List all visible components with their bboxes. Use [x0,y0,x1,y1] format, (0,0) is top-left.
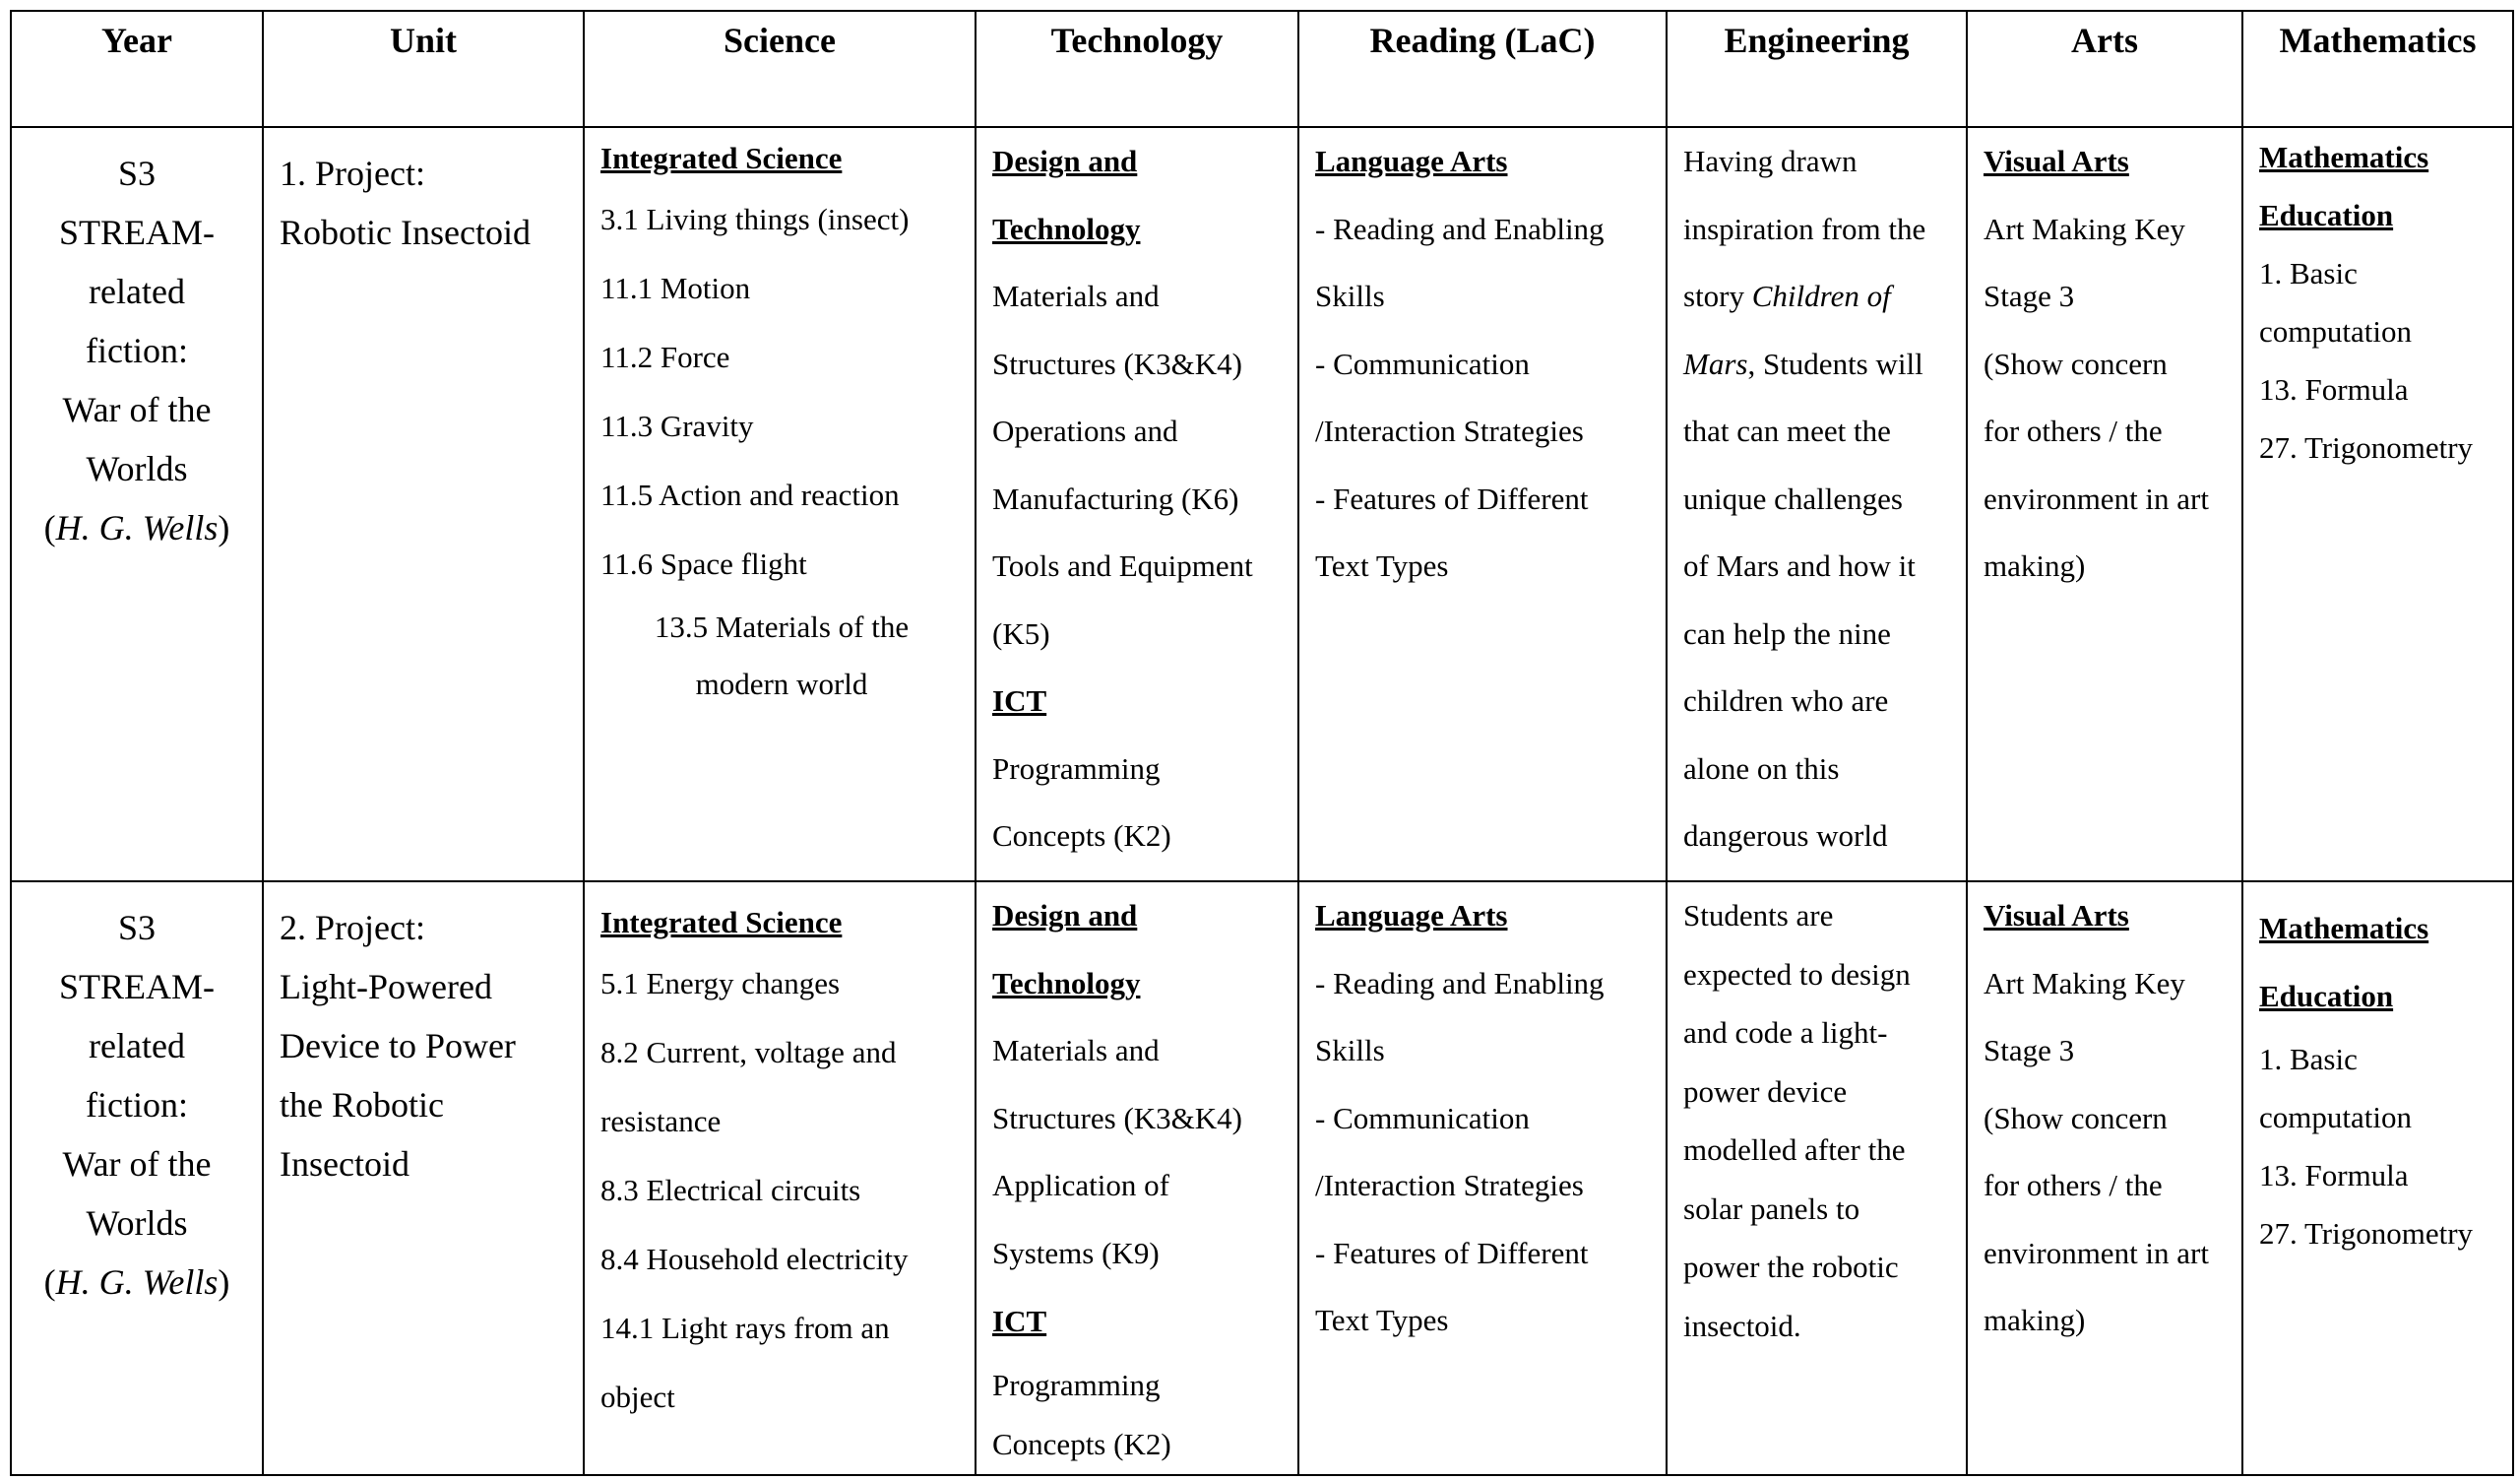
mathematics-item: 27. Trigonometry [2259,430,2474,465]
year-cell [11,127,263,881]
science-heading: Integrated Science [600,141,843,175]
year-line: War of the [62,1144,212,1184]
engineering-line: children who are [1683,683,1889,718]
science-item: 11.2 Force [600,340,730,374]
science-item: 8.3 Electrical circuits [600,1173,861,1207]
engineering-line [1683,331,1954,399]
ict-item: Concepts (K2) [992,1427,1171,1461]
science-cell [584,127,976,881]
reading-item: - Communication [1315,346,1530,381]
unit-line: Device to Power [280,1026,516,1065]
technology-item: (K5) [992,615,1050,651]
technology-item: Application of [992,1168,1169,1202]
year-line: S3 [117,908,157,947]
technology-item: Operations and [992,414,1178,448]
year-line: Worlds [86,449,188,488]
reading-item: Skills [1315,1033,1385,1067]
science-item: object [600,1380,675,1414]
arts-heading: Visual Arts [1984,144,2129,178]
reading-item: - Features of Different [1315,1235,1589,1270]
curriculum-table [10,10,2514,1476]
book-title: Children of [1751,279,1891,313]
reading-heading: Language Arts [1315,144,1508,178]
technology-cell [976,127,1298,881]
arts-cell [1967,881,2242,1475]
mathematics-item: 13. Formula [2259,1158,2409,1192]
year-line: fiction: [86,1085,188,1125]
unit-line: Light-Powered [280,967,492,1006]
unit-cell [263,127,584,881]
ict-item: Programming [992,1368,1161,1402]
arts-item: (Show concern [1984,346,2168,381]
unit-line: Insectoid [280,1144,410,1184]
science-item: 14.1 Light rays from an [600,1311,890,1345]
year-line: fiction: [86,331,188,370]
technology-item: Tools and Equipment [992,548,1253,583]
reading-cell [1298,881,1667,1475]
technology-item: Materials and [992,279,1160,313]
year-line: STREAM- [58,967,215,1006]
engineering-line: dangerous world [1683,818,1888,853]
paren-open: ( [43,1262,56,1302]
reading-item: /Interaction Strategies [1315,1168,1584,1202]
engineering-cell [1667,127,1967,881]
engineering-line: of Mars and how it [1683,548,1916,583]
reading-heading: Language Arts [1315,898,1508,933]
engineering-text: story [1683,279,1752,313]
year-line: related [89,272,185,311]
header-reading: Reading (LaC) [1298,11,1667,127]
mathematics-cell [2242,127,2513,881]
ict-heading: ICT [992,683,1047,718]
technology-cell [976,881,1298,1475]
technology-item: Structures (K3&K4) [992,346,1242,381]
reading-item: - Reading and Enabling [1315,965,1605,1000]
engineering-text: , Students will [1747,346,1923,381]
engineering-line: can help the nine [1683,615,1891,651]
unit-line: 2. Project: [280,908,425,947]
author-name: H. G. Wells [55,1262,219,1302]
arts-item: for others / the [1984,1168,2163,1202]
arts-item: (Show concern [1984,1100,2168,1135]
technology-item: Structures (K3&K4) [992,1100,1242,1135]
arts-item: making) [1984,1303,2086,1337]
header-engineering: Engineering [1667,11,1967,127]
year-author-line [12,498,262,557]
header-year: Year [11,11,263,127]
header-mathematics: Mathematics [2242,11,2513,127]
arts-heading: Visual Arts [1984,898,2129,933]
reading-item: /Interaction Strategies [1315,414,1584,448]
mathematics-item: computation [2259,1100,2412,1134]
mathematics-heading: Mathematics [2259,140,2429,174]
year-line: War of the [62,390,212,429]
ict-item: Concepts (K2) [992,818,1171,853]
ict-item: Programming [992,750,1161,786]
arts-item: Stage 3 [1984,279,2075,313]
year-line: related [89,1026,185,1065]
arts-item: making) [1984,548,2086,583]
science-item: modern world [695,667,868,701]
engineering-line: and code a light- [1683,1015,1888,1050]
unit-line: Robotic Insectoid [280,213,531,252]
science-item: 11.3 Gravity [600,409,754,443]
engineering-line: expected to design [1683,956,1911,992]
book-title: Mars [1683,346,1748,381]
table-row [11,881,2513,1475]
mathematics-heading: Education [2259,979,2394,1013]
unit-line: the Robotic [280,1085,444,1125]
year-line: STREAM- [58,213,215,252]
technology-item: Systems (K9) [992,1235,1160,1270]
paren-open: ( [43,508,56,547]
mathematics-item: 13. Formula [2259,372,2409,407]
reading-item: - Reading and Enabling [1315,211,1605,246]
science-item: resistance [600,1104,722,1138]
paren-close: ) [218,1262,230,1302]
engineering-line: power device [1683,1073,1848,1109]
science-item: 13.5 Materials of the [654,610,910,644]
science-item: 8.4 Household electricity [600,1242,909,1276]
reading-item: - Communication [1315,1100,1530,1135]
header-technology: Technology [976,11,1298,127]
engineering-line: Having drawn [1683,144,1858,178]
technology-heading: Design and [992,144,1138,178]
arts-item: for others / the [1984,414,2163,448]
reading-item: Skills [1315,279,1385,313]
mathematics-heading: Mathematics [2259,911,2429,945]
mathematics-item: 27. Trigonometry [2259,1216,2474,1251]
engineering-line: alone on this [1683,750,1840,786]
engineering-line: solar panels to [1683,1190,1860,1226]
science-item: 11.1 Motion [600,271,751,305]
reading-item: - Features of Different [1315,481,1589,516]
science-item: 5.1 Energy changes [600,966,841,1000]
reading-cell [1298,127,1667,881]
engineering-line: power the robotic [1683,1250,1899,1284]
reading-item: Text Types [1315,548,1449,583]
header-science: Science [584,11,976,127]
ict-heading: ICT [992,1304,1047,1338]
mathematics-heading: Education [2259,198,2394,232]
engineering-line [1683,263,1954,331]
year-line: Worlds [86,1203,188,1243]
author-name: H. G. Wells [55,508,219,547]
arts-item: Art Making Key [1984,965,2185,1000]
technology-item: Materials and [992,1033,1160,1067]
arts-item: environment in art [1984,1235,2209,1270]
engineering-cell [1667,881,1967,1475]
science-item: 3.1 Living things (insect) [600,202,910,236]
mathematics-item: 1. Basic [2259,1042,2358,1076]
table-row [11,127,2513,881]
mathematics-item: computation [2259,314,2412,349]
engineering-line: inspiration from the [1683,211,1926,246]
technology-item: Manufacturing (K6) [992,481,1239,516]
arts-item: Stage 3 [1984,1033,2075,1067]
science-item: 11.6 Space flight [600,547,807,581]
science-heading: Integrated Science [600,905,843,939]
engineering-line: insectoid. [1683,1308,1801,1343]
engineering-line: modelled after the [1683,1132,1906,1167]
year-cell [11,881,263,1475]
year-author-line [12,1253,262,1312]
arts-cell [1967,127,2242,881]
engineering-line: Students are [1683,898,1834,933]
mathematics-cell [2242,881,2513,1475]
paren-close: ) [218,508,230,547]
unit-cell [263,881,584,1475]
year-line: S3 [117,154,157,193]
arts-item: environment in art [1984,481,2209,516]
science-cell [584,881,976,1475]
reading-item: Text Types [1315,1303,1449,1337]
science-item: 8.2 Current, voltage and [600,1035,897,1069]
engineering-line: unique challenges [1683,481,1903,516]
technology-heading: Technology [992,211,1141,246]
arts-item: Art Making Key [1984,211,2185,246]
header-unit: Unit [263,11,584,127]
mathematics-item: 1. Basic [2259,256,2358,290]
technology-heading: Technology [992,965,1141,1000]
engineering-line: that can meet the [1683,414,1891,448]
science-item: 11.5 Action and reaction [600,478,900,512]
header-row [11,11,2513,127]
unit-line: 1. Project: [280,154,425,193]
header-arts: Arts [1967,11,2242,127]
technology-heading: Design and [992,898,1138,933]
